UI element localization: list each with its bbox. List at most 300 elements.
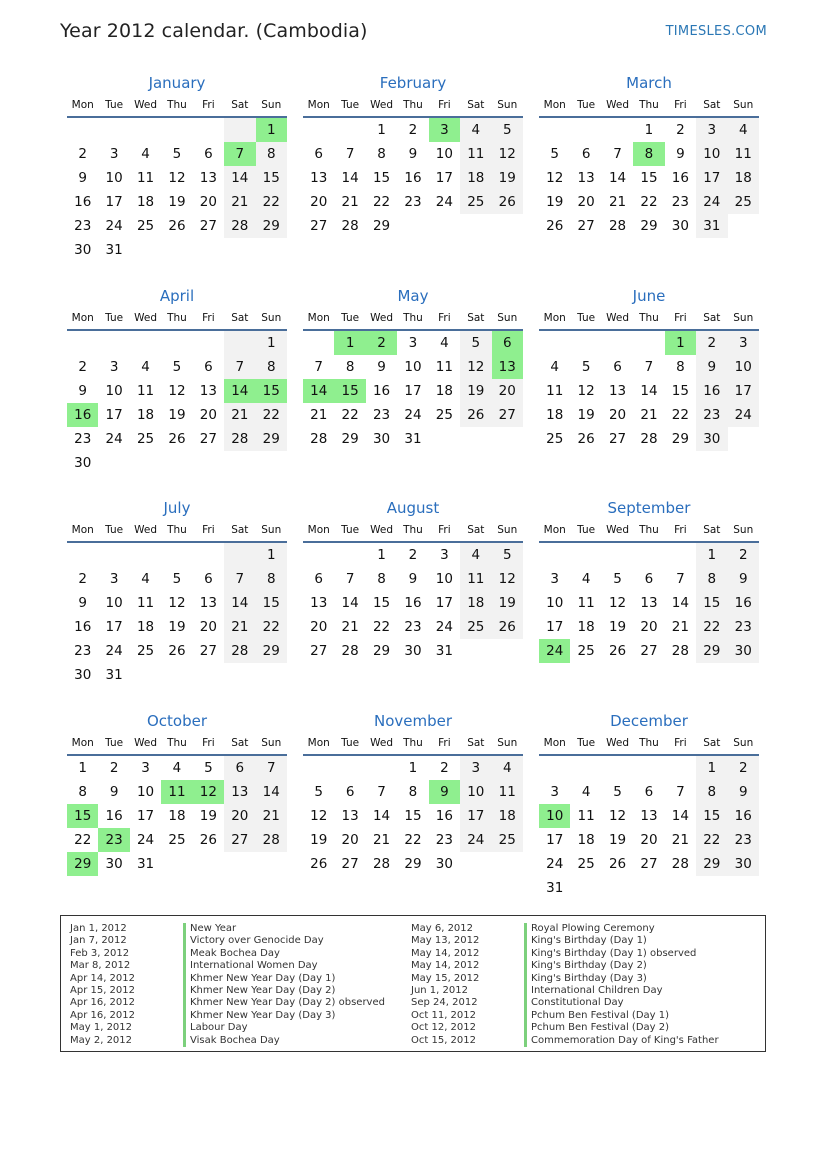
day-cell: 16 xyxy=(67,403,98,427)
holiday-date: Apr 16, 2012 xyxy=(70,1009,136,1021)
weekday-label: Tue xyxy=(105,99,124,111)
day-cell: 29 xyxy=(671,431,689,447)
day-cell: 1 xyxy=(256,543,287,567)
holiday-name: Visak Bochea Day xyxy=(183,1035,280,1047)
day-cell: 8 xyxy=(256,355,287,379)
weekday-label: Mon xyxy=(71,737,94,749)
month-name: October xyxy=(146,712,208,730)
day-cell: 5 xyxy=(204,760,213,776)
day-cell: 18 xyxy=(577,832,595,848)
day-cell: 6 xyxy=(314,571,323,587)
empty-cell xyxy=(665,756,696,780)
day-cell: 21 xyxy=(671,832,689,848)
month-september xyxy=(539,497,759,663)
day-cell: 15 xyxy=(696,591,727,615)
legend-row xyxy=(411,1010,719,1022)
day-cell: 4 xyxy=(492,756,523,780)
holiday-date: May 15, 2012 xyxy=(411,972,480,984)
day-cell: 14 xyxy=(224,379,255,403)
empty-cell xyxy=(67,331,98,355)
day-cell: 16 xyxy=(404,170,422,186)
day-cell: 27 xyxy=(310,218,328,234)
day-cell: 23 xyxy=(74,431,92,447)
month-october xyxy=(67,710,287,876)
legend-row xyxy=(70,935,385,947)
day-cell: 20 xyxy=(608,407,627,423)
day-cell: 27 xyxy=(199,431,217,447)
holiday-name: Pchum Ben Festival (Day 1) xyxy=(524,1010,669,1022)
day-cell: 26 xyxy=(577,431,595,447)
holiday-date: Feb 3, 2012 xyxy=(70,947,130,959)
holiday-name: Pchum Ben Festival (Day 2) xyxy=(524,1022,669,1034)
weekday-label: Sun xyxy=(497,524,518,536)
day-cell: 21 xyxy=(608,194,627,210)
holiday-date: May 14, 2012 xyxy=(411,960,480,972)
empty-cell xyxy=(570,543,601,567)
empty-cell xyxy=(665,876,696,900)
day-cell: 18 xyxy=(546,407,564,423)
day-cell: 24 xyxy=(435,194,453,210)
day-cell: 6 xyxy=(204,571,213,587)
day-cell: 8 xyxy=(345,359,355,375)
empty-cell xyxy=(633,331,664,355)
day-cell: 19 xyxy=(199,808,217,824)
weekday-label: Sun xyxy=(497,312,518,324)
day-cell: 24 xyxy=(696,190,727,214)
day-cell: 17 xyxy=(105,619,123,635)
empty-cell xyxy=(193,543,224,567)
empty-cell xyxy=(633,876,664,900)
weekday-label: Wed xyxy=(606,99,629,111)
day-cell: 6 xyxy=(644,571,654,587)
empty-cell xyxy=(303,756,334,780)
month-name: November xyxy=(373,712,453,730)
day-cell: 8 xyxy=(78,784,87,800)
day-cell: 8 xyxy=(377,571,386,587)
day-cell: 11 xyxy=(492,780,523,804)
day-cell: 14 xyxy=(608,170,627,186)
day-cell: 12 xyxy=(546,170,564,186)
day-cell: 20 xyxy=(199,194,217,210)
weekday-label: Wed xyxy=(606,312,629,324)
day-cell: 12 xyxy=(460,355,491,379)
empty-cell xyxy=(130,118,161,142)
day-cell: 12 xyxy=(168,170,186,186)
day-cell: 10 xyxy=(539,804,570,828)
day-cell: 15 xyxy=(256,166,287,190)
day-cell: 22 xyxy=(696,828,727,852)
day-cell: 28 xyxy=(310,431,328,447)
day-cell: 22 xyxy=(372,194,391,210)
weekday-label: Wed xyxy=(134,524,157,536)
legend-row xyxy=(70,1022,385,1034)
empty-cell xyxy=(193,118,224,142)
month-name: September xyxy=(607,499,691,517)
empty-cell xyxy=(130,543,161,567)
day-cell: 7 xyxy=(224,355,255,379)
weekday-label: Sat xyxy=(467,312,485,324)
empty-cell xyxy=(224,663,255,687)
day-cell: 12 xyxy=(608,808,627,824)
day-grid xyxy=(303,756,523,876)
holiday-date: Jan 1, 2012 xyxy=(70,923,127,934)
day-cell: 22 xyxy=(256,615,287,639)
day-cell: 15 xyxy=(671,383,689,399)
day-cell: 11 xyxy=(460,567,491,591)
day-cell: 10 xyxy=(136,784,155,800)
day-cell: 24 xyxy=(136,832,155,848)
day-grid xyxy=(67,331,287,475)
empty-cell xyxy=(161,331,192,355)
weekday-label: Mon xyxy=(307,99,330,111)
empty-cell xyxy=(460,852,491,876)
empty-cell xyxy=(67,118,98,142)
legend-row xyxy=(70,973,385,985)
weekday-label: Sat xyxy=(703,737,721,749)
day-cell: 2 xyxy=(696,331,727,355)
holiday-name: Khmer New Year Day (Day 1) xyxy=(183,973,335,985)
day-cell: 3 xyxy=(550,784,559,800)
day-cell: 19 xyxy=(492,591,523,615)
day-cell: 16 xyxy=(435,808,453,824)
day-cell: 4 xyxy=(581,571,591,587)
day-cell: 1 xyxy=(256,331,287,355)
day-cell: 1 xyxy=(256,118,287,142)
day-cell: 7 xyxy=(224,142,255,166)
weekday-header xyxy=(303,94,523,118)
day-cell: 30 xyxy=(74,667,92,683)
day-cell: 9 xyxy=(429,780,460,804)
day-cell: 14 xyxy=(224,591,255,615)
weekday-header xyxy=(539,519,759,543)
empty-cell xyxy=(161,451,192,475)
day-cell: 18 xyxy=(460,591,491,615)
day-cell: 2 xyxy=(408,547,418,563)
month-april xyxy=(67,285,287,475)
day-cell: 10 xyxy=(105,170,123,186)
day-cell: 4 xyxy=(141,146,150,162)
day-cell: 12 xyxy=(608,595,627,611)
weekday-label: Wed xyxy=(606,524,629,536)
day-cell: 17 xyxy=(136,808,155,824)
weekday-label: Thu xyxy=(403,99,423,111)
weekday-header xyxy=(67,307,287,331)
day-cell: 25 xyxy=(577,643,595,659)
holiday-date: Apr 15, 2012 xyxy=(70,984,136,996)
empty-cell xyxy=(161,118,192,142)
day-cell: 23 xyxy=(696,403,727,427)
day-cell: 29 xyxy=(256,427,287,451)
day-cell: 3 xyxy=(460,756,491,780)
weekday-label: Thu xyxy=(403,312,423,324)
day-cell: 21 xyxy=(310,407,328,423)
empty-cell xyxy=(224,451,255,475)
weekday-label: Sat xyxy=(703,312,721,324)
day-cell: 7 xyxy=(256,756,287,780)
day-cell: 9 xyxy=(78,383,87,399)
day-cell: 30 xyxy=(435,856,453,872)
month-name: June xyxy=(632,287,666,305)
day-cell: 29 xyxy=(404,856,422,872)
day-cell: 26 xyxy=(168,643,186,659)
day-cell: 27 xyxy=(224,828,255,852)
holiday-name: King's Birthday (Day 1) observed xyxy=(524,948,696,960)
day-cell: 6 xyxy=(581,146,591,162)
weekday-header xyxy=(67,732,287,756)
day-cell: 16 xyxy=(696,379,727,403)
weekday-label: Tue xyxy=(105,737,124,749)
day-cell: 9 xyxy=(109,784,119,800)
empty-cell xyxy=(602,118,633,142)
day-cell: 15 xyxy=(696,804,727,828)
day-cell: 2 xyxy=(676,122,685,138)
day-cell: 5 xyxy=(550,146,559,162)
day-cell: 24 xyxy=(546,856,564,872)
empty-cell xyxy=(193,331,224,355)
empty-cell xyxy=(130,238,161,262)
empty-cell xyxy=(130,331,161,355)
month-march xyxy=(539,72,759,238)
weekday-label: Wed xyxy=(606,737,629,749)
weekday-label: Sun xyxy=(261,524,282,536)
weekday-label: Sun xyxy=(261,99,282,111)
day-cell: 28 xyxy=(671,856,689,872)
legend-row xyxy=(411,997,719,1009)
day-cell: 22 xyxy=(74,832,92,848)
day-grid xyxy=(539,543,759,663)
day-cell: 7 xyxy=(613,146,622,162)
holiday-date: Jun 1, 2012 xyxy=(411,984,468,996)
empty-cell xyxy=(256,238,287,262)
day-cell: 18 xyxy=(728,166,759,190)
weekday-label: Wed xyxy=(134,312,157,324)
day-cell: 24 xyxy=(404,407,422,423)
day-grid xyxy=(539,118,759,238)
day-cell: 27 xyxy=(640,856,658,872)
brand-link[interactable]: TIMESLES.COM xyxy=(665,24,767,39)
day-cell: 18 xyxy=(577,619,595,635)
day-cell: 3 xyxy=(109,571,119,587)
empty-cell xyxy=(460,427,491,451)
day-cell: 14 xyxy=(256,780,287,804)
day-cell: 9 xyxy=(78,595,87,611)
weekday-label: Sat xyxy=(467,99,485,111)
day-cell: 20 xyxy=(640,832,658,848)
day-cell: 28 xyxy=(256,828,287,852)
day-cell: 10 xyxy=(728,355,759,379)
empty-cell xyxy=(602,876,633,900)
day-cell: 1 xyxy=(644,122,654,138)
day-cell: 8 xyxy=(408,784,418,800)
day-grid xyxy=(539,331,759,451)
day-cell: 29 xyxy=(696,852,727,876)
day-cell: 13 xyxy=(310,595,328,611)
day-cell: 21 xyxy=(671,619,689,635)
weekday-label: Thu xyxy=(639,737,659,749)
day-cell: 12 xyxy=(310,808,328,824)
empty-cell xyxy=(633,756,664,780)
empty-cell xyxy=(429,214,460,238)
weekday-label: Sun xyxy=(733,737,754,749)
day-cell: 26 xyxy=(460,403,491,427)
day-cell: 6 xyxy=(204,146,213,162)
day-cell: 3 xyxy=(429,118,460,142)
day-cell: 4 xyxy=(728,118,759,142)
day-cell: 7 xyxy=(314,359,323,375)
day-cell: 19 xyxy=(492,166,523,190)
weekday-label: Sun xyxy=(497,99,518,111)
day-cell: 23 xyxy=(728,828,759,852)
day-cell: 4 xyxy=(141,359,150,375)
day-cell: 9 xyxy=(78,170,87,186)
weekday-label: Mon xyxy=(71,524,94,536)
day-cell: 3 xyxy=(728,331,759,355)
day-cell: 24 xyxy=(105,643,123,659)
empty-cell xyxy=(366,756,397,780)
weekday-label: Sun xyxy=(261,312,282,324)
day-cell: 11 xyxy=(136,383,155,399)
day-cell: 16 xyxy=(728,591,759,615)
holiday-name: New Year xyxy=(183,923,236,935)
day-cell: 26 xyxy=(492,615,523,639)
month-july xyxy=(67,497,287,687)
holiday-name: King's Birthday (Day 1) xyxy=(524,935,647,947)
empty-cell xyxy=(397,214,428,238)
empty-cell xyxy=(224,852,255,876)
day-cell: 29 xyxy=(696,639,727,663)
holiday-name: International Women Day xyxy=(183,960,318,972)
day-cell: 6 xyxy=(613,359,622,375)
weekday-label: Thu xyxy=(167,737,187,749)
day-cell: 24 xyxy=(105,218,123,234)
day-cell: 26 xyxy=(492,190,523,214)
weekday-label: Wed xyxy=(370,737,393,749)
month-january xyxy=(67,72,287,262)
empty-cell xyxy=(665,543,696,567)
weekday-label: Mon xyxy=(307,524,330,536)
day-cell: 30 xyxy=(372,431,391,447)
day-cell: 28 xyxy=(372,856,391,872)
weekday-label: Mon xyxy=(543,312,566,324)
weekday-label: Sat xyxy=(467,737,485,749)
day-cell: 29 xyxy=(256,639,287,663)
empty-cell xyxy=(539,543,570,567)
day-cell: 10 xyxy=(435,146,453,162)
day-cell: 14 xyxy=(341,170,359,186)
legend-row xyxy=(70,997,385,1009)
day-cell: 30 xyxy=(671,218,689,234)
holiday-date: Oct 12, 2012 xyxy=(411,1022,476,1034)
empty-cell xyxy=(256,451,287,475)
day-cell: 25 xyxy=(435,407,453,423)
day-cell: 28 xyxy=(341,218,359,234)
day-cell: 8 xyxy=(696,780,727,804)
day-cell: 19 xyxy=(608,832,627,848)
weekday-label: Tue xyxy=(341,737,360,749)
day-cell: 20 xyxy=(199,407,217,423)
day-cell: 31 xyxy=(404,431,422,447)
weekday-label: Thu xyxy=(639,99,659,111)
day-cell: 25 xyxy=(136,431,155,447)
day-grid xyxy=(539,756,759,900)
day-cell: 27 xyxy=(341,856,359,872)
day-cell: 1 xyxy=(377,547,386,563)
weekday-label: Fri xyxy=(202,312,215,324)
day-cell: 1 xyxy=(408,760,418,776)
weekday-label: Mon xyxy=(543,99,566,111)
day-cell: 12 xyxy=(492,567,523,591)
day-cell: 20 xyxy=(640,619,658,635)
empty-cell xyxy=(633,543,664,567)
empty-cell xyxy=(256,663,287,687)
day-cell: 25 xyxy=(577,856,595,872)
day-cell: 19 xyxy=(577,407,595,423)
empty-cell xyxy=(460,214,491,238)
day-cell: 24 xyxy=(435,619,453,635)
day-cell: 1 xyxy=(78,760,87,776)
day-cell: 30 xyxy=(74,242,92,258)
day-cell: 3 xyxy=(109,146,119,162)
day-cell: 21 xyxy=(256,804,287,828)
day-cell: 8 xyxy=(676,359,685,375)
empty-cell xyxy=(303,543,334,567)
day-cell: 23 xyxy=(671,194,689,210)
day-cell: 29 xyxy=(341,431,359,447)
day-cell: 29 xyxy=(372,643,391,659)
holiday-name: Royal Plowing Ceremony xyxy=(524,923,655,935)
holiday-name: King's Birthday (Day 2) xyxy=(524,960,647,972)
day-cell: 16 xyxy=(74,194,92,210)
day-cell: 31 xyxy=(136,856,155,872)
empty-cell xyxy=(303,118,334,142)
month-name: February xyxy=(379,74,447,92)
day-cell: 9 xyxy=(408,571,418,587)
empty-cell xyxy=(602,331,633,355)
day-cell: 27 xyxy=(640,643,658,659)
weekday-label: Sun xyxy=(261,737,282,749)
day-cell: 13 xyxy=(577,170,595,186)
holiday-name: Constitutional Day xyxy=(524,997,624,1009)
weekday-label: Fri xyxy=(438,524,451,536)
empty-cell xyxy=(98,451,129,475)
day-cell: 27 xyxy=(608,431,627,447)
day-cell: 13 xyxy=(341,808,359,824)
day-cell: 30 xyxy=(728,852,759,876)
day-cell: 27 xyxy=(577,218,595,234)
legend-row xyxy=(70,923,385,935)
day-cell: 27 xyxy=(199,218,217,234)
day-cell: 3 xyxy=(550,571,559,587)
day-cell: 10 xyxy=(546,595,564,611)
weekday-label: Thu xyxy=(403,737,423,749)
day-cell: 20 xyxy=(310,619,328,635)
day-cell: 12 xyxy=(492,142,523,166)
weekday-header xyxy=(539,307,759,331)
day-cell: 8 xyxy=(256,142,287,166)
day-cell: 1 xyxy=(696,543,727,567)
day-cell: 20 xyxy=(224,804,255,828)
empty-cell xyxy=(193,451,224,475)
holiday-date: May 6, 2012 xyxy=(411,923,474,934)
empty-cell xyxy=(193,852,224,876)
day-cell: 25 xyxy=(460,615,491,639)
holiday-date: Sep 24, 2012 xyxy=(411,997,478,1009)
day-cell: 7 xyxy=(345,146,355,162)
day-cell: 16 xyxy=(372,383,391,399)
empty-cell xyxy=(193,238,224,262)
day-cell: 17 xyxy=(460,804,491,828)
day-cell: 28 xyxy=(224,639,255,663)
